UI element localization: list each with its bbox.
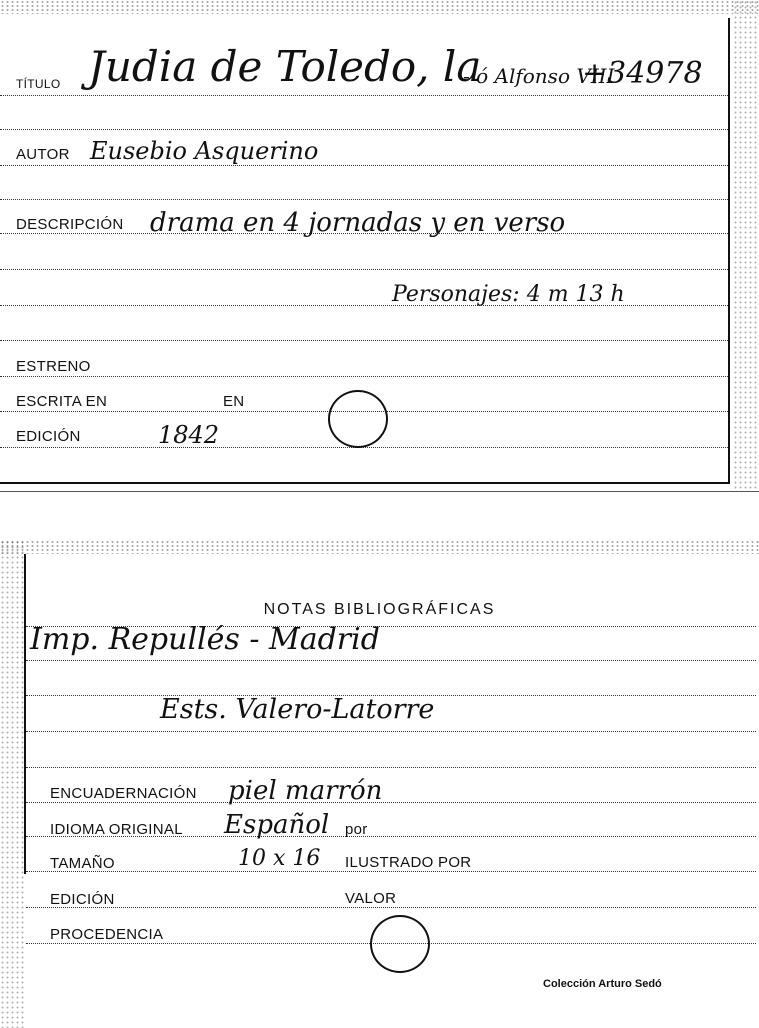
- form-rule: [26, 802, 756, 803]
- catalog-card-back: [0, 540, 759, 1028]
- form-rule: [0, 340, 728, 341]
- ilustrado-por-label: ILUSTRADO POR: [345, 854, 472, 871]
- handwritten-description: drama en 4 jornadas y en verso: [150, 208, 566, 238]
- autor-label: AUTOR: [16, 146, 70, 163]
- form-rule: [0, 199, 728, 200]
- collection-credit: Colección Arturo Sedó: [543, 978, 662, 990]
- por-label: por: [345, 821, 368, 838]
- descripcion-label: DESCRIPCIÓN: [16, 216, 124, 233]
- idioma-original-label: IDIOMA ORIGINAL: [50, 821, 183, 838]
- handwritten-catalog-number: +34978: [582, 56, 703, 91]
- handwritten-title-alt: - ó Alfonso VIII: [463, 64, 615, 88]
- tamano-label: TAMAÑO: [50, 855, 115, 872]
- form-rule: [26, 871, 756, 872]
- handwritten-title: Judia de Toledo, la: [88, 42, 482, 91]
- edicion-label: EDICIÓN: [50, 891, 115, 908]
- handwritten-engraver-note: Ests. Valero-Latorre: [160, 694, 435, 725]
- form-rule: [0, 269, 728, 270]
- handwritten-edition-year: 1842: [158, 421, 220, 449]
- estreno-label: ESTRENO: [16, 358, 91, 375]
- card-border: [0, 491, 759, 492]
- form-rule: [26, 907, 756, 908]
- form-rule: [26, 660, 756, 661]
- handwritten-size: 10 x 16: [238, 846, 321, 871]
- circular-stamp: [328, 390, 388, 448]
- en-label: EN: [223, 393, 245, 410]
- handwritten-binding: piel marrón: [228, 776, 383, 806]
- card-border: [0, 482, 730, 484]
- circular-stamp: [370, 915, 430, 973]
- valor-label: VALOR: [345, 890, 397, 907]
- notes-header: NOTAS BIBLIOGRÁFICAS: [263, 601, 496, 618]
- form-rule: [0, 376, 728, 377]
- card-torn-edge: [0, 540, 759, 554]
- card-border: [728, 18, 730, 482]
- procedencia-label: PROCEDENCIA: [50, 926, 164, 943]
- encuadernacion-label: ENCUADERNACIÓN: [50, 785, 197, 802]
- form-rule: [26, 767, 756, 768]
- handwritten-characters: Personajes: 4 m 13 h: [392, 282, 625, 307]
- form-rule: [0, 95, 728, 96]
- card-torn-edge: [733, 0, 759, 492]
- handwritten-language: Español: [224, 810, 330, 840]
- titulo-label: TÍTULO: [16, 77, 61, 91]
- card-torn-edge: [0, 0, 759, 14]
- handwritten-author: Eusebio Asquerino: [90, 137, 319, 165]
- form-rule: [26, 731, 756, 732]
- handwritten-printer-note: Imp. Repullés - Madrid: [30, 622, 380, 657]
- catalog-card-front: [0, 0, 759, 492]
- form-rule: [0, 165, 728, 166]
- escrita-en-label: ESCRITA EN: [16, 393, 108, 410]
- form-rule: [0, 129, 728, 130]
- edicion-label: EDICIÓN: [16, 428, 81, 445]
